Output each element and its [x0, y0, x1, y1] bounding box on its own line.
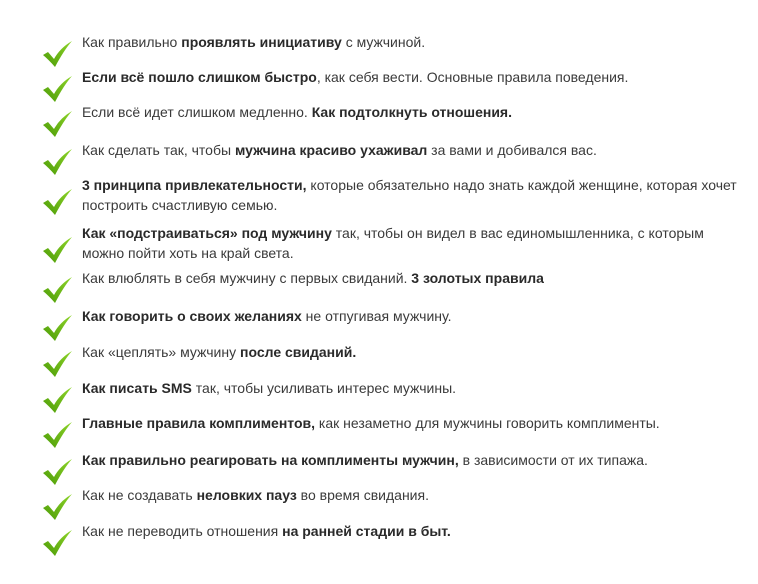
list-item-text [82, 67, 742, 87]
check-mark-icon [42, 386, 74, 414]
check-mark-icon [42, 314, 74, 342]
check-mark-icon [42, 75, 74, 103]
check-mark-icon [42, 276, 74, 304]
list-item-plain: с мужчиной. [341, 34, 426, 50]
list-item-plain: Как влюблять в себя мужчину с первых свиданий. [82, 270, 412, 286]
list-item-bold: мужчина красиво ухаживал [234, 142, 428, 158]
check-mark-icon [42, 493, 74, 521]
list-item-plain: Как не создавать [82, 487, 197, 503]
list-item-plain: во время свидания. [296, 487, 429, 503]
list-item-bold: Как подтолкнуть отношения. [311, 104, 512, 120]
list-item-text [82, 378, 742, 398]
list-item-bold: Если всё пошло слишком быстро [82, 69, 317, 85]
list-item-text [82, 32, 742, 52]
list-item-bold: 3 принципа привлекательности, [82, 177, 307, 193]
list-item-plain: за вами и добивался вас. [427, 142, 597, 158]
list-item-text [82, 175, 742, 215]
check-mark-icon [42, 148, 74, 176]
list-item-plain: так, чтобы усиливать интерес мужчины. [191, 380, 457, 396]
check-mark-icon [42, 458, 74, 486]
list-item-text [82, 485, 742, 505]
list-item-text [82, 140, 742, 160]
list-item-bold: проявлять инициативу [181, 34, 342, 50]
check-mark-icon [42, 188, 74, 216]
check-mark-icon [42, 350, 74, 378]
list-item-bold: Главные правила комплиментов, [82, 415, 316, 431]
list-item-text [82, 413, 742, 433]
list-item-plain: в зависимости от их типажа. [458, 452, 648, 468]
list-item-plain: не отпугивая мужчину. [301, 308, 452, 324]
list-item-plain: которые обязательно надо знать каждой женщине, которая хочет построить счастливую семью. [82, 177, 737, 213]
list-item-plain: , как себя вести. Основные правила поведения. [316, 69, 629, 85]
check-mark-icon [42, 110, 74, 138]
list-item-plain: как незаметно для мужчины говорить комплименты. [315, 415, 660, 431]
check-mark-icon [42, 236, 74, 264]
list-item-bold: после свиданий. [240, 344, 357, 360]
list-item-plain: Как не переводить отношения [82, 523, 283, 539]
list-item-text [82, 102, 742, 122]
list-item-plain: так, чтобы он видел в вас единомышленника, с которым можно пойти хоть на край света. [82, 225, 704, 261]
list-item-text [82, 521, 742, 541]
check-mark-icon [42, 529, 74, 557]
list-item-bold: Как говорить о своих желаниях [82, 308, 302, 324]
list-item-text [82, 306, 742, 326]
list-item-bold: Как писать SMS [82, 380, 192, 396]
list-item-plain: Если всё идет слишком медленно. [82, 104, 312, 120]
list-item-bold: Как «подстраиваться» под мужчину [82, 225, 332, 241]
check-mark-icon [42, 40, 74, 68]
check-mark-icon [42, 421, 74, 449]
list-item-bold: неловких пауз [196, 487, 297, 503]
list-item-text [82, 450, 742, 470]
list-item-text [82, 342, 742, 362]
list-item-bold: Как правильно реагировать на комплименты мужчин, [82, 452, 459, 468]
list-item-bold: на ранней стадии в быт. [282, 523, 451, 539]
list-item-plain: Как правильно [82, 34, 182, 50]
list-item-bold: 3 золотых правила [411, 270, 544, 286]
list-item-plain: Как «цеплять» мужчину [82, 344, 240, 360]
list-item-text [82, 223, 742, 263]
list-item-plain: Как сделать так, чтобы [82, 142, 235, 158]
list-item-text [82, 268, 742, 288]
